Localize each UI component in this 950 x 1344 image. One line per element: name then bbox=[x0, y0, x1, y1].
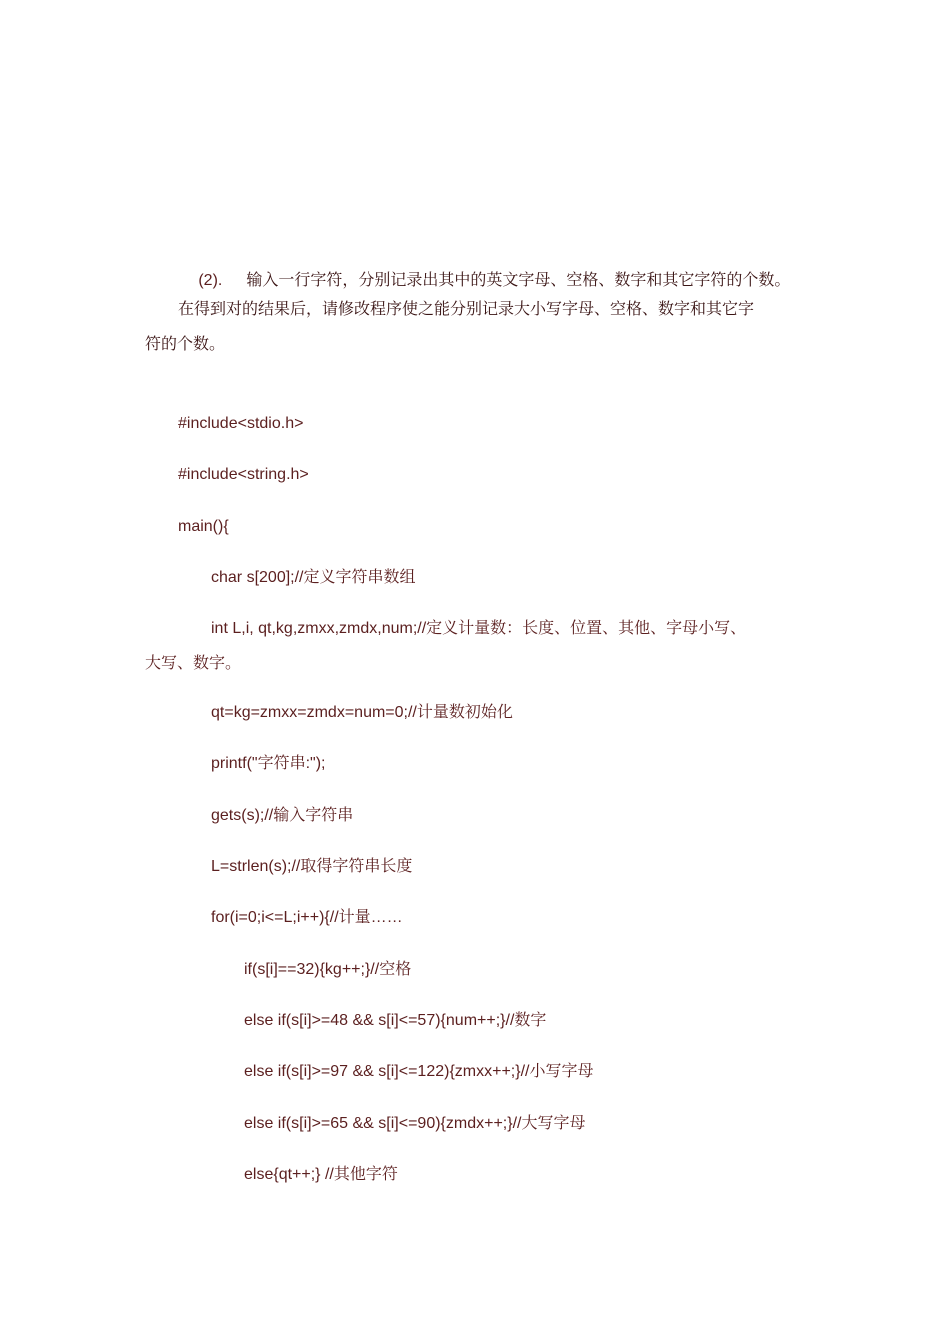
code-gets: gets(s);//输入字符串 bbox=[211, 807, 354, 824]
task-number: (2). bbox=[198, 272, 223, 289]
followup-text-line-2: 符的个数。 bbox=[145, 334, 226, 353]
code-include-string: #include<string.h> bbox=[178, 466, 309, 483]
code-include-stdio: #include<stdio.h> bbox=[178, 415, 304, 432]
code-elseif-lowercase: else if(s[i]>=97 && s[i]<=122){zmxx++;}//小写字母 bbox=[244, 1063, 594, 1080]
code-strlen: L=strlen(s);//取得字符串长度 bbox=[211, 858, 413, 875]
code-else-other: else{qt++;} //其他字符 bbox=[244, 1166, 398, 1183]
code-int-declaration-line-1: int L,i, qt,kg,zmxx,zmdx,num;//定义计量数：长度、位置、其他、字母小写、 bbox=[211, 620, 747, 637]
code-if-space: if(s[i]==32){kg++;}//空格 bbox=[244, 961, 412, 978]
code-for-loop: for(i=0;i<=L;i++){//计量…… bbox=[211, 909, 403, 926]
followup-text-line-1: 在得到对的结果后，请修改程序使之能分别记录大小写字母、空格、数字和其它字 bbox=[178, 299, 755, 318]
code-init-counters: qt=kg=zmxx=zmdx=num=0;//计量数初始化 bbox=[211, 704, 513, 721]
code-int-declaration-line-2: 大写、数字。 bbox=[145, 655, 242, 672]
code-elseif-digit: else if(s[i]>=48 && s[i]<=57){num++;}//数字 bbox=[244, 1012, 547, 1029]
code-printf: printf("字符串:"); bbox=[211, 755, 326, 772]
code-char-declaration: char s[200];//定义字符串数组 bbox=[211, 569, 416, 586]
code-main-open: main(){ bbox=[178, 518, 229, 535]
code-elseif-uppercase: else if(s[i]>=65 && s[i]<=90){zmdx++;}//大写字母 bbox=[244, 1115, 586, 1132]
task-description: 输入一行字符，分别记录出其中的英文字母、空格、数字和其它字符的个数。 bbox=[246, 270, 791, 289]
